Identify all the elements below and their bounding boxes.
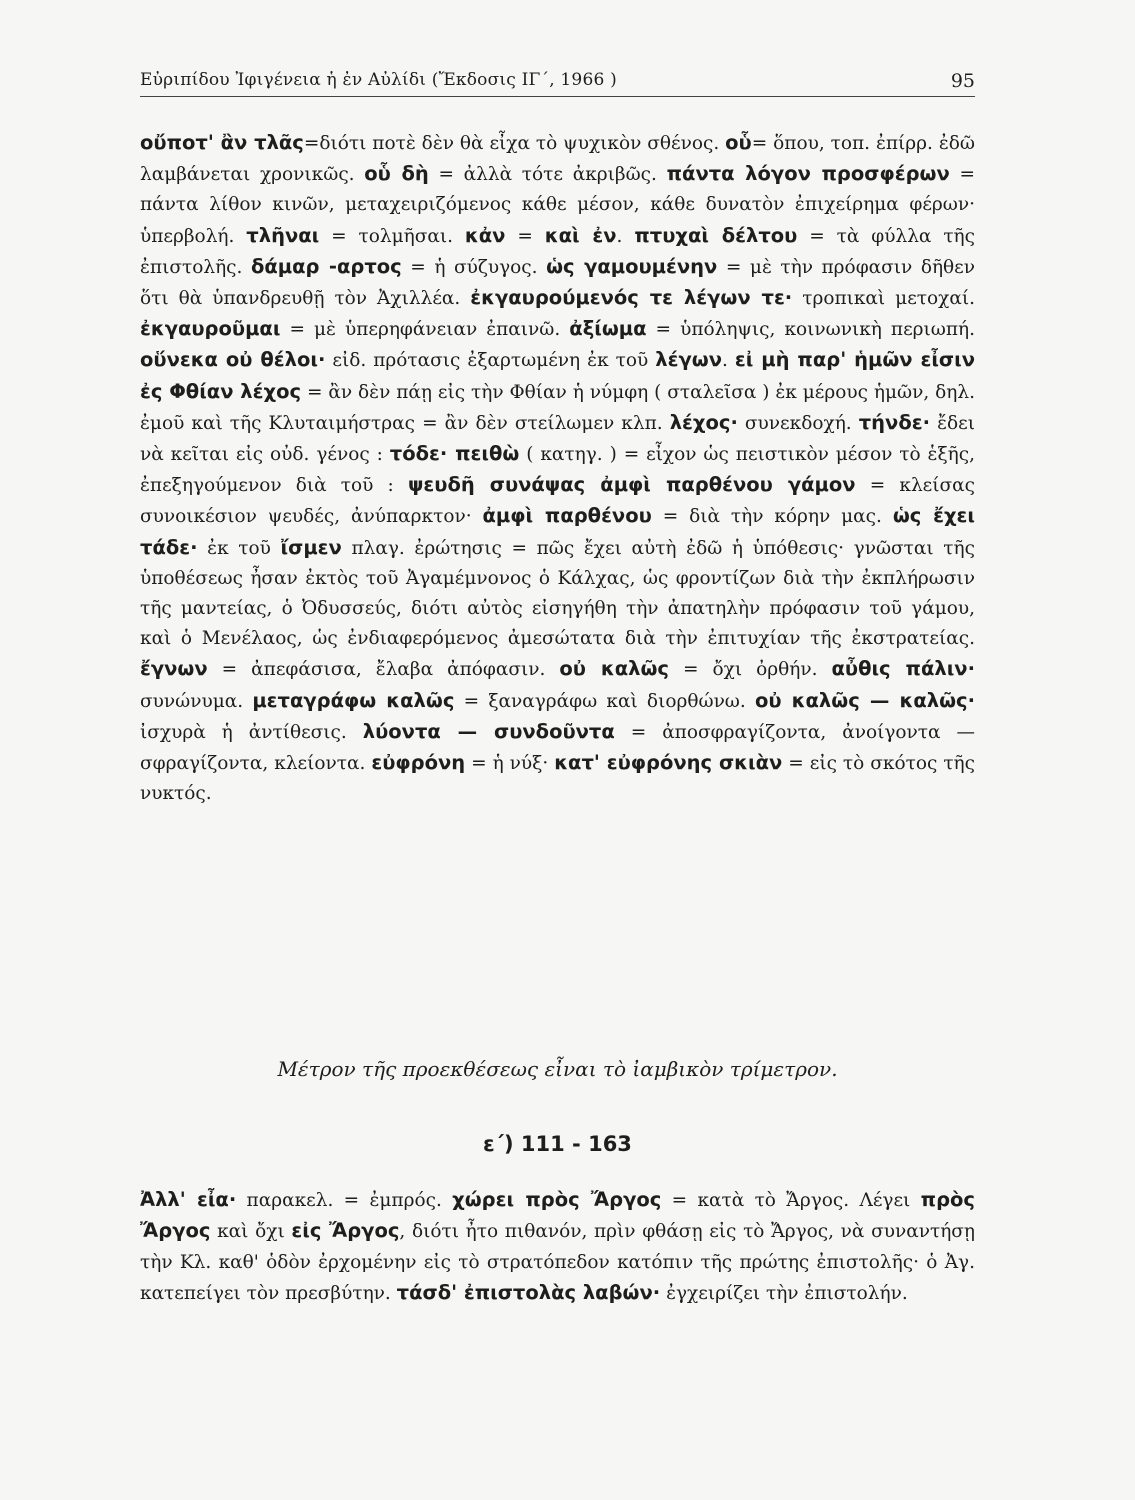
commentary-gloss: ἰσχυρὰ ἡ ἀντίθεσις. — [140, 721, 363, 743]
commentary-gloss: = κλείσας συνοικέσιον ψευδές, ἀνύπαρκτον· — [140, 475, 975, 528]
commentary-lemma: πτυχαὶ δέλτου — [634, 223, 798, 247]
commentary-lemma: κατ' εὐφρόνης σκιὰν — [554, 751, 783, 775]
commentary-gloss: = ὑπόληψις, κοινωνικὴ περιωπή. — [646, 319, 975, 341]
commentary-text — [140, 128, 975, 809]
section-gloss: , διότι ἦτο πιθανόν, πρὶν φθάσῃ εἰς τὸ Ἄργος, νὰ συναντήσῃ τὴν Κλ. καθ' ὁδὸν ἐρχομένην εἰς τὸ στρατόπεδον κατόπιν τῆς πρώτης ἐπιστολῆς· ὁ Ἀγ. κατεπείγει τὸν πρεσβύτην. — [140, 1221, 975, 1305]
commentary-lemma: τόδε· πειθὼ — [389, 442, 520, 466]
commentary-gloss: = μὲ τὴν πρόφασιν δῆθεν ὅτι θὰ ὑπανδρευθῇ τὸν Ἀχιλλέα. — [140, 256, 976, 310]
commentary-gloss: τροπικαὶ μετοχαί. — [792, 288, 975, 310]
commentary-gloss: εἰδ. πρότασις ἐξαρτωμένη ἐκ τοῦ — [325, 350, 656, 372]
commentary-gloss: . — [722, 350, 735, 372]
commentary-lemma: ὡς ἔχει τάδε· — [140, 504, 976, 559]
section-gloss: ἐγχειρίζει τὴν ἐπιστολήν. — [660, 1283, 908, 1305]
commentary-gloss: . — [616, 225, 635, 247]
section-lemma: Ἀλλ' εἶα· — [140, 1188, 237, 1211]
section-lemma: πρὸς Ἄργος — [140, 1188, 975, 1243]
commentary-lemma: οὕνεκα οὐ θέλοι· — [140, 348, 326, 372]
commentary-lemma: ἐκγαυροῦμαι — [140, 317, 281, 341]
page-number: 95 — [950, 70, 975, 92]
commentary-lemma: αὖθις πάλιν· — [831, 657, 975, 681]
commentary-lemma: εὐφρόνη — [371, 751, 466, 775]
commentary-gloss: ( κατηγ. ) = εἶχον ὡς πειστικὸν μέσον τὸ ἑξῆς, ἐπεξηγούμενον διὰ τοῦ : — [140, 444, 975, 497]
commentary-gloss: = ἀλλὰ τότε ἀκριβῶς. — [428, 164, 667, 186]
commentary-paragraph — [140, 128, 975, 809]
commentary-lemma: οὐ καλῶς — [559, 657, 669, 681]
commentary-gloss: ἔδει νὰ κεῖται εἰς οὐδ. γένος : — [140, 412, 975, 466]
commentary-lemma: ἀμφὶ παρθένου — [482, 504, 652, 528]
section-gloss: = κατὰ τὸ Ἄργος. Λέγει — [661, 1190, 921, 1211]
meter-note: Μέτρον τῆς προεκθέσεως εἶναι τὸ ἰαμβικὸν τρίμετρον. — [277, 1057, 838, 1081]
commentary-lemma: λύοντα — συνδοῦντα — [362, 719, 615, 743]
commentary-lemma: μεταγράφω καλῶς — [252, 688, 455, 712]
commentary-gloss: συνώνυμα. — [140, 690, 253, 712]
section-body — [140, 1185, 975, 1310]
commentary-lemma: οὔποτ' ἂν τλᾶς — [140, 131, 304, 154]
commentary-lemma: καὶ ἐν — [544, 223, 617, 247]
commentary-lemma: τήνδε· — [858, 410, 931, 434]
commentary-lemma: ὡς γαμουμένην — [546, 254, 718, 278]
commentary-gloss: πλαγ. ἐρώτησις = πῶς ἔχει αὐτὴ ἐδῶ ἡ ὑπόθεσις· γνῶσται τῆς ὑποθέσεως ἦσαν ἐκτὸς τοῦ Ἀγαμέμνονος ὁ Κάλχας, ὡς φροντίζων διὰ τὴν ἐκπλήρωσιν τῆς μαντείας, ὁ Ὀδυσσεύς, διότι αὐτὸς εἰσηγήθη τὴν ἀπατηλὴν πρόφασιν τοῦ γάμου, καὶ ὁ Μενέλαος, ὡς ἐνδιαφερόμενος ἀμεσώτατα διὰ τὴν ἐπιτυχίαν τῆς ἐκστρατείας. — [140, 537, 975, 650]
commentary-lemma: ἐκγαυρούμενός τε λέγων τε· — [470, 286, 793, 310]
section-paragraph — [140, 1185, 975, 1310]
commentary-gloss: = — [505, 225, 545, 247]
commentary-lemma: ἀξίωμα — [569, 317, 647, 341]
commentary-lemma: λέχος· — [669, 410, 738, 434]
section-gloss: καὶ ὄχι — [210, 1221, 292, 1243]
commentary-gloss: ἐκ τοῦ — [197, 537, 281, 559]
commentary-gloss: = ἀπεφάσισα, ἔλαβα ἀπόφασιν. — [207, 659, 560, 681]
commentary-gloss: = ξαναγράφω καὶ διορθώνω. — [454, 690, 755, 712]
commentary-lemma: πάντα λόγον προσφέρων — [666, 162, 950, 186]
header-title: Εὐριπίδου Ἰφιγένεια ἡ ἐν Αὐλίδι (Ἔκδοσις ΙΓ΄, 1966 ) — [140, 70, 617, 90]
commentary-gloss: = ἂν δὲν πάῃ εἰς τὴν Φθίαν ἡ νύμφη ( σταλεῖσα ) ἐκ μέρους ἡμῶν, δηλ. ἐμοῦ καὶ τῆς Κλυταιμήστρας = ἂν δὲν στείλωμεν κλπ. — [140, 381, 975, 434]
commentary-gloss: = μὲ ὑπερηφάνειαν ἐπαινῶ. — [280, 319, 570, 341]
section-lemma: τάσδ' ἐπιστολὰς λαβών· — [396, 1281, 661, 1305]
commentary-lemma: λέγων — [655, 348, 722, 372]
commentary-gloss: = τολμῆσαι. — [319, 225, 465, 247]
commentary-lemma: δάμαρ -αρτος — [250, 254, 402, 278]
commentary-gloss: = τὰ φύλλα τῆς ἐπιστολῆς. — [140, 225, 976, 278]
section-lemma: εἰς Ἄργος — [291, 1219, 400, 1243]
commentary-lemma: ψευδῆ συνάψας ἀμφὶ παρθένου γάμον — [407, 473, 856, 497]
commentary-gloss: = ἡ σύζυγος. — [401, 256, 547, 278]
commentary-gloss: = εἰς τὸ σκότος τῆς νυκτός. — [140, 753, 975, 805]
commentary-gloss: = διὰ τὴν κόρην μας. — [651, 506, 893, 528]
commentary-lemma: οὗ — [725, 131, 752, 154]
commentary-gloss: = ἀποσφραγίζοντα, ἀνοίγοντα — σφραγίζοντα, κλείοντα. — [140, 721, 975, 775]
commentary-gloss: =διότι ποτὲ δὲν θὰ εἶχα τὸ ψυχικὸν σθένος. — [303, 133, 726, 154]
commentary-lemma: ἔγνων — [140, 657, 208, 681]
commentary-gloss: = ὅπου, τοπ. ἐπίρρ. ἐδῶ λαμβάνεται χρονικῶς. — [140, 133, 975, 186]
commentary-gloss: συνεκδοχή. — [737, 412, 859, 434]
section-heading: ε΄) 111 - 163 — [483, 1132, 632, 1156]
commentary-lemma: οὐ καλῶς — καλῶς· — [754, 688, 975, 712]
commentary-gloss: = πάντα λίθον κινῶν, μεταχειριζόμενος κάθε μέσον, κάθε δυνατὸν ἐπιχείρημα φέρων· ὑπερβολή. — [140, 164, 975, 247]
section-gloss: παρακελ. = ἐμπρός. — [236, 1190, 453, 1211]
section-lemma: χώρει πρὸς Ἄργος — [452, 1188, 662, 1211]
commentary-gloss: = ἡ νύξ· — [465, 753, 555, 775]
commentary-lemma: κἀν — [464, 223, 506, 247]
commentary-lemma: εἰ μὴ παρ' ἡμῶν εἶσιν ἐς Φθίαν λέχος — [140, 348, 976, 403]
commentary-gloss: = ὄχι ὀρθήν. — [668, 659, 832, 681]
commentary-lemma: οὗ δὴ — [364, 162, 429, 186]
running-header — [140, 62, 975, 97]
commentary-lemma: ἴσμεν — [280, 535, 342, 559]
commentary-lemma: τλῆναι — [246, 223, 320, 247]
